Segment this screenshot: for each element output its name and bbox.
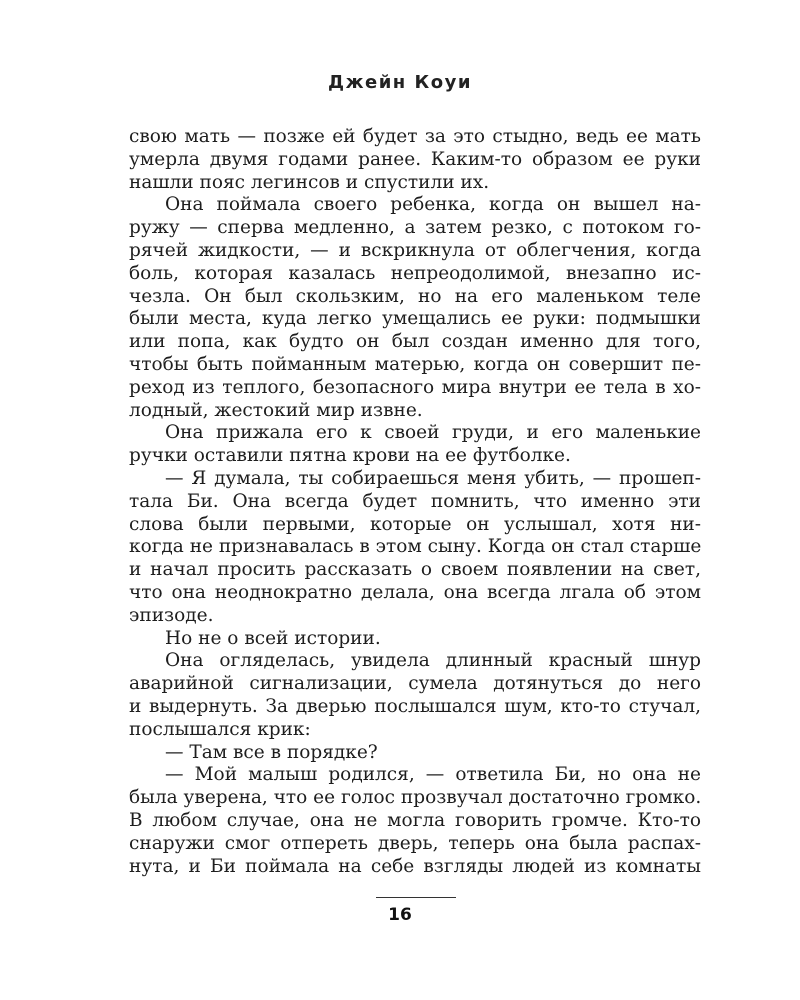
text-line: была уверена, что ее голос прозвучал достаточно громко.	[129, 787, 702, 809]
text-line: лодный, жестокий мир извне.	[129, 399, 423, 421]
text-line: нашли пояс легинсов и спустили их.	[129, 171, 490, 193]
text-line: Она поймала своего ребенка, когда он вышел на-	[165, 194, 701, 216]
footer-divider	[376, 897, 456, 898]
text-line: и выдернуть. За дверью послышался шум, кто-то стучал,	[129, 695, 701, 717]
text-line: ружу — сперва медленно, а затем резко, с потоком го-	[129, 217, 701, 239]
text-line: чтобы быть пойманным матерью, когда он совершит пе-	[129, 353, 701, 375]
running-header-author: Джейн Коуи	[328, 72, 472, 93]
text-line: послышался крик:	[129, 718, 311, 740]
text-line: Но не о всей истории.	[165, 627, 381, 649]
text-line: рячей жидкости, — и вскрикнула от облегчения, когда	[129, 239, 701, 261]
text-line: Она огляделась, увидела длинный красный шнур	[165, 650, 701, 672]
text-line: или попа, как будто он был создан именно для того,	[129, 331, 701, 353]
text-line: — Там все в порядке?	[165, 741, 378, 763]
text-line: свою мать — позже ей будет за это стыдно, ведь ее мать	[129, 126, 701, 147]
text-line: были места, куда легко умещались ее руки: подмышки	[129, 308, 701, 330]
text-line: Она прижала его к своей груди, и его маленькие	[165, 422, 701, 444]
text-line: умерла двумя годами ранее. Каким-то образом ее руки	[129, 148, 701, 170]
text-line: что она неоднократно делала, она всегда лгала об этом	[129, 581, 701, 603]
text-line: снаружи смог отпереть дверь, теперь она была распах-	[129, 832, 701, 854]
text-line: — Мой малыш родился, — ответила Би, но она не	[165, 764, 701, 786]
text-line: и начал просить рассказать о своем появлении на свет,	[129, 559, 701, 581]
text-line: нута, и Би поймала на себе взгляды людей из комнаты	[129, 855, 701, 877]
text-line: реход из теплого, безопасного мира внутри ее тела в хо-	[129, 376, 701, 398]
text-line: В любом случае, она не могла говорить громче. Кто-то	[129, 809, 701, 831]
text-line: чезла. Он был скользким, но на его маленьком теле	[129, 285, 701, 307]
body-text	[129, 126, 701, 878]
text-line: слова были первыми, которые он услышал, хотя ни-	[129, 513, 701, 535]
page-number: 16	[388, 905, 412, 925]
text-line: ручки оставили пятна крови на ее футболке.	[129, 445, 571, 467]
text-line: аварийной сигнализации, сумела дотянуться до него	[129, 673, 701, 695]
text-line: боль, которая казалась непреодолимой, внезапно ис-	[129, 262, 701, 284]
text-line: когда не признавалась в этом сыну. Когда он стал старше	[129, 536, 702, 558]
text-line: тала Би. Она всегда будет помнить, что именно эти	[129, 490, 701, 512]
text-line: — Я думала, ты собираешься меня убить, — прошеп-	[165, 467, 701, 489]
text-line: эпизоде.	[129, 604, 214, 626]
